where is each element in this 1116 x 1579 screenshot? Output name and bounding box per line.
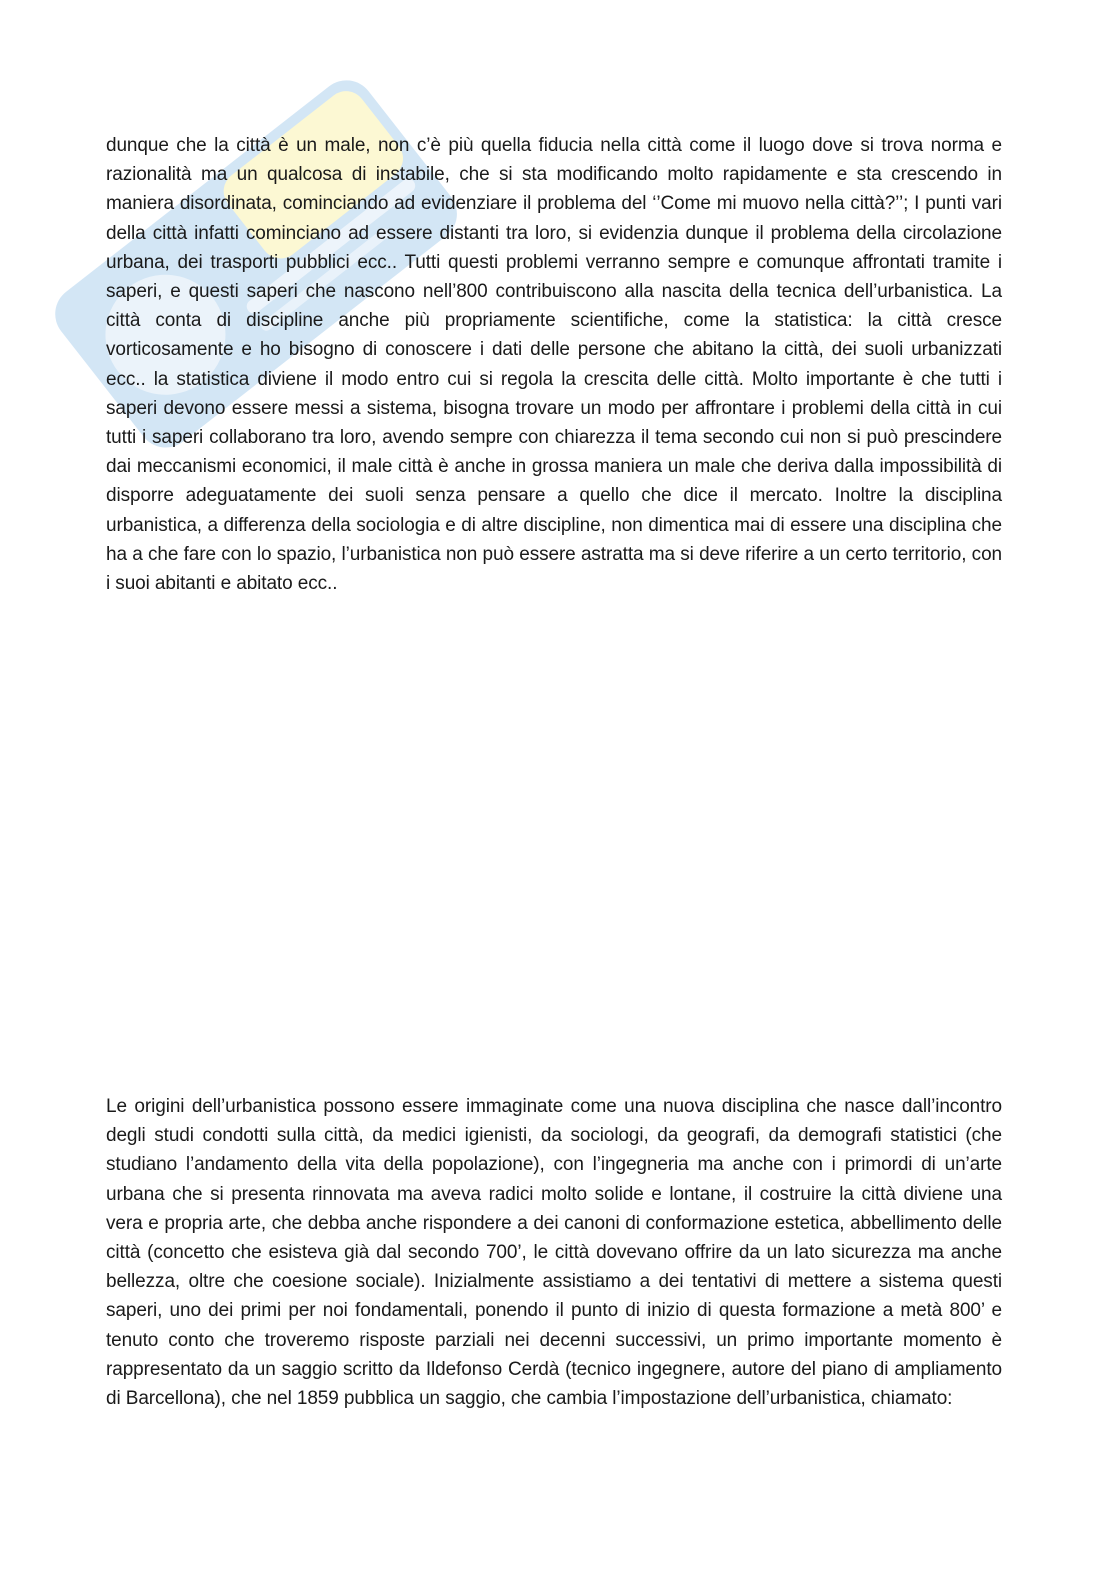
body-paragraph-2: Le origini dell’urbanistica possono essere immaginate come una nuova disciplina che nasce dall’incontro degli studi condotti sulla città, da medici igienisti, da sociologi, da geografi, da demografi statistici (che studiano l’andamento della vita della popolazione), con l’ingegneria ma anche con i primordi di un’arte urbana che si presenta rinnovata ma aveva radici molto solide e lontane, il costruire la città diviene una vera e propria arte, che debba anche rispondere a dei canoni di conformazione estetica, abbellimento delle città (concetto che esisteva già dal secondo 700’, le città dovevano offrire da un lato sicurezza ma anche bellezza, oltre che coesione sociale). Inizialmente assistiamo a dei tentativi di mettere a sistema questi saperi, uno dei primi per noi fondamentali, ponendo il punto di inizio di questa formazione a metà 800’ e tenuto conto che troveremo risposte parziali nei decenni successivi, un primo importante momento è rappresentato da un saggio scritto da Ildefonso Cerdà (tecnico ingegnere, autore del piano di ampliamento di Barcellona), che nel 1859 pubblica un saggio, che cambia l’impostazione dell’urbanistica, chiamato: (106, 1096, 1002, 1410)
body-paragraph-1: dunque che la città è un male, non c’è più quella fiducia nella città come il luogo dove si trova norma e razionalità ma un qualcosa di instabile, che si sta modificando molto rapidamente e sta crescendo in maniera disordinata, cominciando ad evidenziare il problema del ‘’Come mi muovo nella città?’’; I punti vari della città infatti cominciano ad essere distanti tra loro, si evidenzia dunque il problema della circolazione urbana, dei trasporti pubblici ecc.. Tutti questi problemi verranno sempre e comunque affrontati tramite i saperi, e questi saperi che nascono nell’800 contribuiscono alla nascita della tecnica dell’urbanistica. La città conta di discipline anche più propriamente scientifiche, come la statistica: la città cresce vorticosamente e ho bisogno di conoscere i dati delle persone che abitano la città, dei suoli urbanizzati ecc.. la statistica diviene il modo entro cui si regola la crescita delle città. Molto importante è che tutti i saperi devono essere messi a sistema, bisogna trovare un modo per affrontare i problemi della città in cui tutti i saperi collaborano tra loro, avendo sempre con chiarezza il tema secondo cui non si può prescindere dai meccanismi economici, il male città è anche in grossa maniera un male che deriva dalla impossibilità di disporre adeguatamente dei suoli senza pensare a quello che dice il mercato. Inoltre la disciplina urbanistica, a differenza della sociologia e di altre discipline, non dimentica mai di essere una disciplina che ha a che fare con lo spazio, l’urbanistica non può essere astratta ma si deve riferire a un certo territorio, con i suoi abitanti e abitato ecc.. (106, 135, 1002, 595)
